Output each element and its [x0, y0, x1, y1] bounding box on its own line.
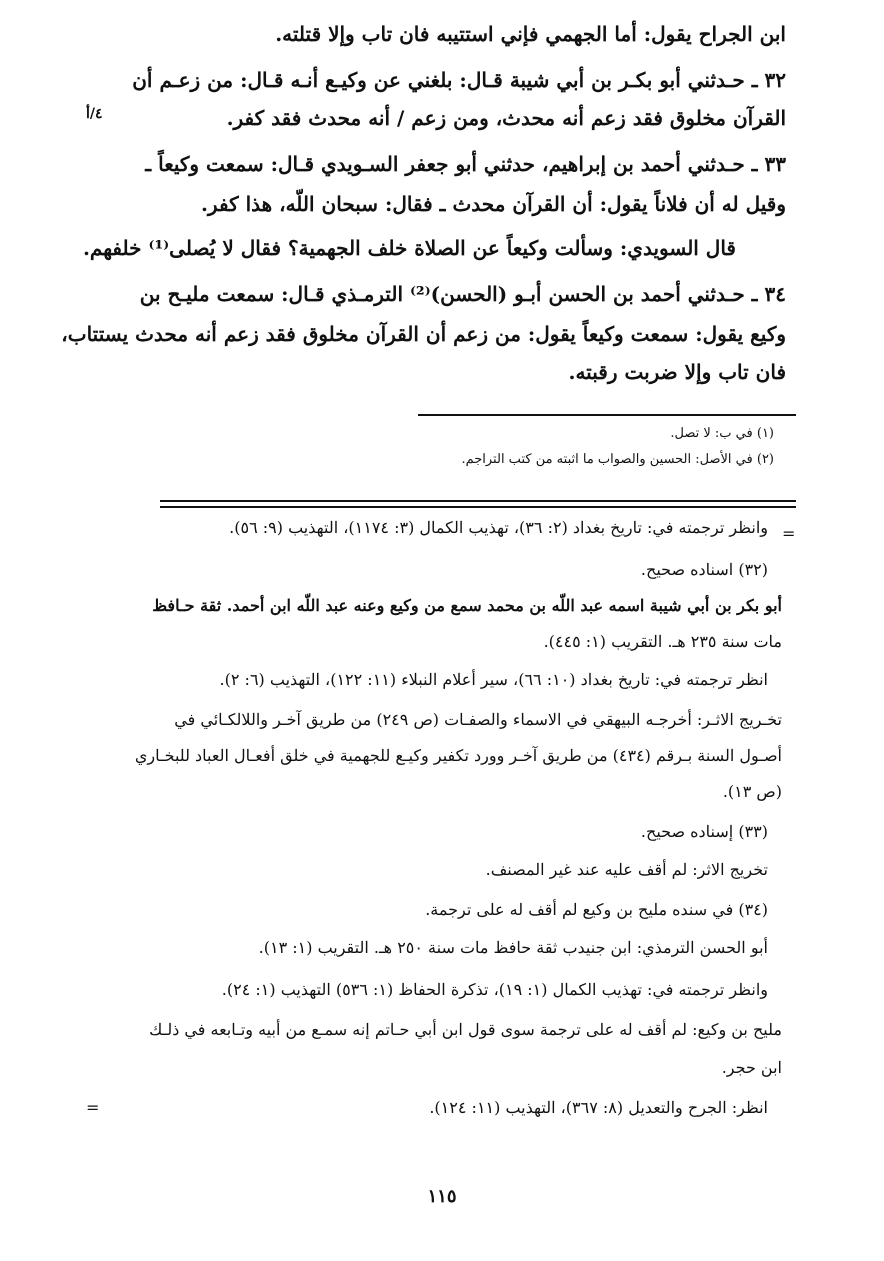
- commentary-line: ابن حجر.: [721, 1058, 782, 1077]
- commentary-line: (٣٤) في سنده مليح بن وكيع لم أقف له على ترجمة.: [425, 900, 768, 919]
- main-text-line: فان تاب وإلا ضربت رقبته.: [568, 360, 786, 384]
- commentary-line: (٣٢) اسناده صحيح.: [640, 560, 768, 579]
- commentary-line: انظر ترجمته في: تاريخ بغداد (١٠: ٦٦)، سير أعلام النبلاء (١١: ١٢٢)، التهذيب (٦: ٢).: [219, 670, 768, 689]
- footnote-separator: [418, 414, 796, 416]
- continuation-mark: =: [86, 1098, 100, 1117]
- commentary-line: (٣٣) إسناده صحيح.: [640, 822, 768, 841]
- commentary-line: أبو بكر بن أبي شيبة اسمه عبد اللّه بن محمد سمع من وكيع وعنه عبد اللّه ابن أحمد. ثقة حـافظ: [152, 596, 782, 615]
- main-text-line: وكيع يقول: سمعت وكيعاً يقول: من زعم أن القرآن مخلوق فقد زعم أنه محدث يستتاب،: [61, 322, 786, 346]
- main-text-line: وقيل له أن فلاناً يقول: أن القرآن محدث ـ فقال: سبحان اللّه، هذا كفر.: [200, 192, 786, 216]
- commentary-line: أصـول السنة بـرقم (٤٣٤) من طريق آخـر وورد تكفير وكيـع للجهمية في خلق أفعـال العباد للبخـاري: [134, 746, 782, 765]
- manuscript-folio-note: ٤/أ: [86, 106, 103, 122]
- commentary-line: مليح بن وكيع: لم أقف له على ترجمة سوى قول ابن أبي حـاتم إنه سمـع من أبيه وتـابعه في ذلـك: [149, 1020, 782, 1039]
- main-text-line: قال السويدي: وسألت وكيعاً عن الصلاة خلف الجهمية؟ فقال لا يُصلى⁽¹⁾ خلفهم.: [82, 236, 736, 260]
- commentary-line: أبو الحسن الترمذي: ابن جنيدب ثقة حافظ مات سنة ٢٥٠ هـ. التقريب (١: ١٣).: [258, 938, 768, 957]
- commentary-separator-top: [160, 500, 796, 502]
- commentary-line: وانظر ترجمته في: تاريخ بغداد (٢: ٣٦)، تهذيب الكمال (٣: ١١٧٤)، التهذيب (٩: ٥٦).: [229, 518, 768, 537]
- commentary-line: مات سنة ٢٣٥ هـ. التقريب (١: ٤٤٥).: [543, 632, 782, 651]
- commentary-line: (ص ١٣).: [722, 782, 782, 801]
- main-text-line: ابن الجراح يقول: أما الجهمي فإني استتيبه فان تاب وإلا قتلته.: [275, 22, 786, 46]
- main-text-line: القرآن مخلوق فقد زعم أنه محدث، ومن زعم / أنه محدث فقد كفر.: [226, 106, 786, 130]
- main-text-line: ٣٢ ـ حـدثني أبو بكـر بن أبي شيبة قـال: بلغني عن وكيـع أنـه قـال: من زعـم أن: [132, 68, 786, 92]
- commentary-line: انظر: الجرح والتعديل (٨: ٣٦٧)، التهذيب (١١: ١٢٤).: [429, 1098, 768, 1117]
- commentary-separator-bottom: [160, 506, 796, 508]
- commentary-line: تخـريج الاثـر: أخرجـه البيهقي في الاسماء والصفـات (ص ٢٤٩) من طريق آخـر واللالكـائي في: [174, 710, 782, 729]
- footnote: (١) في ب: لا تصل.: [670, 426, 774, 441]
- main-text-line: ٣٤ ـ حـدثني أحمد بن الحسن أبـو (الحسن)⁽²⁾ الترمـذي قـال: سمعت مليـح بن: [139, 282, 786, 306]
- commentary-line: تخريج الاثر: لم أقف عليه عند غير المصنف.: [485, 860, 768, 879]
- page-number: ١١٥: [427, 1186, 457, 1207]
- main-text-line: ٣٣ ـ حـدثني أحمد بن إبراهيم، حدثني أبو جعفر السـويدي قـال: سمعت وكيعاً ـ: [145, 152, 786, 176]
- continuation-mark: =: [782, 524, 796, 543]
- commentary-line: وانظر ترجمته في: تهذيب الكمال (١: ١٩)، تذكرة الحفاظ (١: ٥٣٦) التهذيب (١: ٢٤).: [221, 980, 768, 999]
- footnote: (٢) في الأصل: الحسين والصواب ما اثبته من كتب التراجم.: [461, 452, 774, 467]
